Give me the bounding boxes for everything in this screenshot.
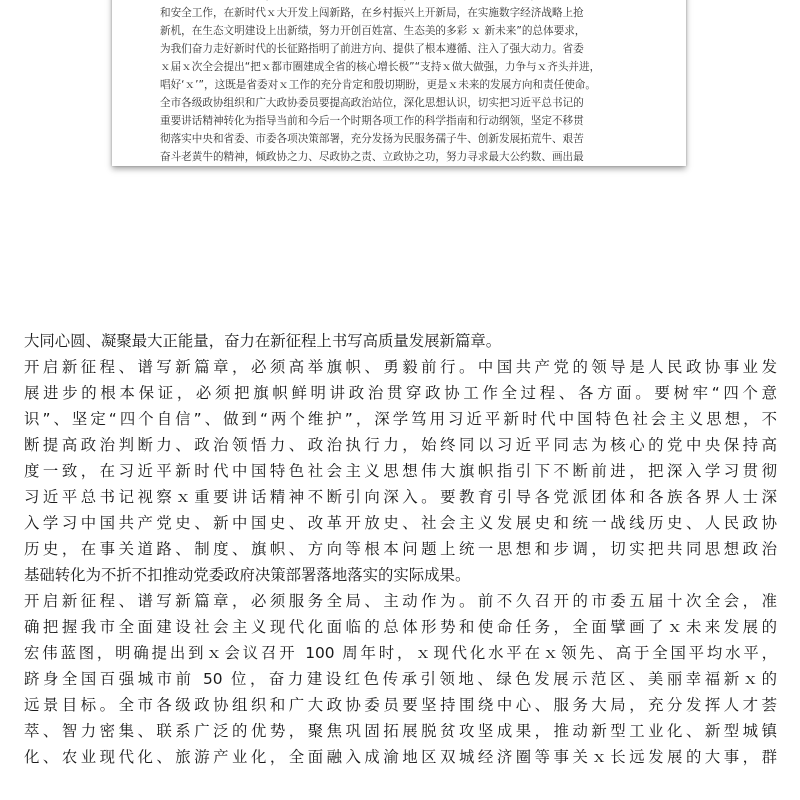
scanned-text-line: 重要讲话精神转化为指导当前和今后一个时期各项工作的科学指南和行动纲领，坚定不移贯 [160,115,584,127]
article-line: 展进步的根本保证，必须把旗帜鲜明讲政治贯穿政协工作全过程、各方面。要树牢“四个意 [24,384,777,402]
article-paragraph [24,588,777,770]
article-line: 宏伟蓝图，明确提出到ｘ会议召开 100 周年时，ｘ现代化水平在ｘ领先、高于全国平均水平， [24,644,777,662]
scanned-text-line: ｘ届ｘ次全会提出“把ｘ都市圈建成全省的核心增长极”“支持ｘ做大做强，力争与ｘ齐头并进， [160,61,601,73]
article-line: 断提高政治判断力、政治领悟力、政治执行力，始终同以习近平同志为核心的党中央保持高 [24,436,777,454]
article-line: 开启新征程、谱写新篇章，必须高举旗帜、勇毅前行。中国共产党的领导是人民政协事业发 [24,358,777,376]
scanned-text-line: 全市各级政协组织和广大政协委员要提高政治站位，深化思想认识，切实把习近平总书记的 [160,97,584,109]
article-line: 习近平总书记视察ｘ重要讲话精神不断引向深入。要教育引导各党派团体和各族各界人士深 [24,488,777,506]
scanned-text-line: 为我们奋力走好新时代的长征路指明了前进方向、提供了根本遵循、注入了强大动力。省委 [160,43,584,55]
scanned-text-line: 和安全工作，在新时代ｘ大开发上闯新路，在乡村振兴上开新局，在实施数字经济战略上抢 [160,7,584,19]
scanned-text-line: 新机，在生态文明建设上出新绩，努力开创百姓富、生态美的多彩 ｘ 新未来”的总体要求， [160,25,586,37]
article-body [24,328,777,770]
scanned-text-line: 奋斗老黄牛的精神，倾政协之力、尽政协之责、立政协之功，努力寻求最大公约数、画出最 [160,151,584,163]
article-line: 识”、坚定“四个自信”、做到“两个维护”，深学笃用习近平新时代中国特色社会主义思想，不 [24,410,777,428]
scanned-document-image [112,0,686,166]
article-paragraph [24,328,777,354]
article-line: 历史，在事关道路、制度、旗帜、方向等根本问题上统一思想和步调，切实把共同思想政治 [24,540,777,558]
article-line: 大同心圆、凝聚最大正能量，奋力在新征程上书写高质量发展新篇章。 [24,332,502,350]
scanned-document-text [160,0,642,166]
article-line: 化、农业现代化、旅游产业化，全面融入成渝地区双城经济圈等事关ｘ长远发展的大事，群 [24,748,777,766]
article-line: 基础转化为不折不扣推动党委政府决策部署落地落实的实际成果。 [24,566,471,584]
article-line: 确把握我市全面建设社会主义现代化面临的总体形势和使命任务，全面擘画了ｘ未来发展的 [24,618,777,636]
scanned-text-line: 彻落实中央和省委、市委各项决策部署，充分发扬为民服务孺子牛、创新发展拓荒牛、艰苦 [160,133,584,145]
scanned-text-line: 唱好‘ｘ’”，这既是省委对ｘ工作的充分肯定和殷切期盼，更是ｘ未来的发展方向和责任使命。 [160,79,596,91]
article-line: 萃、智力密集、联系广泛的优势，聚焦巩固拓展脱贫攻坚成果，推动新型工业化、新型城镇 [24,722,777,740]
article-line: 跻身全国百强城市前 50 位，奋力建设红色传承引领地、绿色发展示范区、美丽幸福新ｘ的 [24,670,777,688]
article-line: 开启新征程、谱写新篇章，必须服务全局、主动作为。前不久召开的市委五届十次全会，准 [24,592,777,610]
article-line: 度一致，在习近平新时代中国特色社会主义思想伟大旗帜指引下不断前进，把深入学习贯彻 [24,462,777,480]
article-line: 远景目标。全市各级政协组织和广大政协委员要坚持围绕中心、服务大局，充分发挥人才荟 [24,696,777,714]
article-paragraph [24,354,777,588]
article-line: 入学习中国共产党史、新中国史、改革开放史、社会主义发展史和统一战线历史、人民政协 [24,514,777,532]
